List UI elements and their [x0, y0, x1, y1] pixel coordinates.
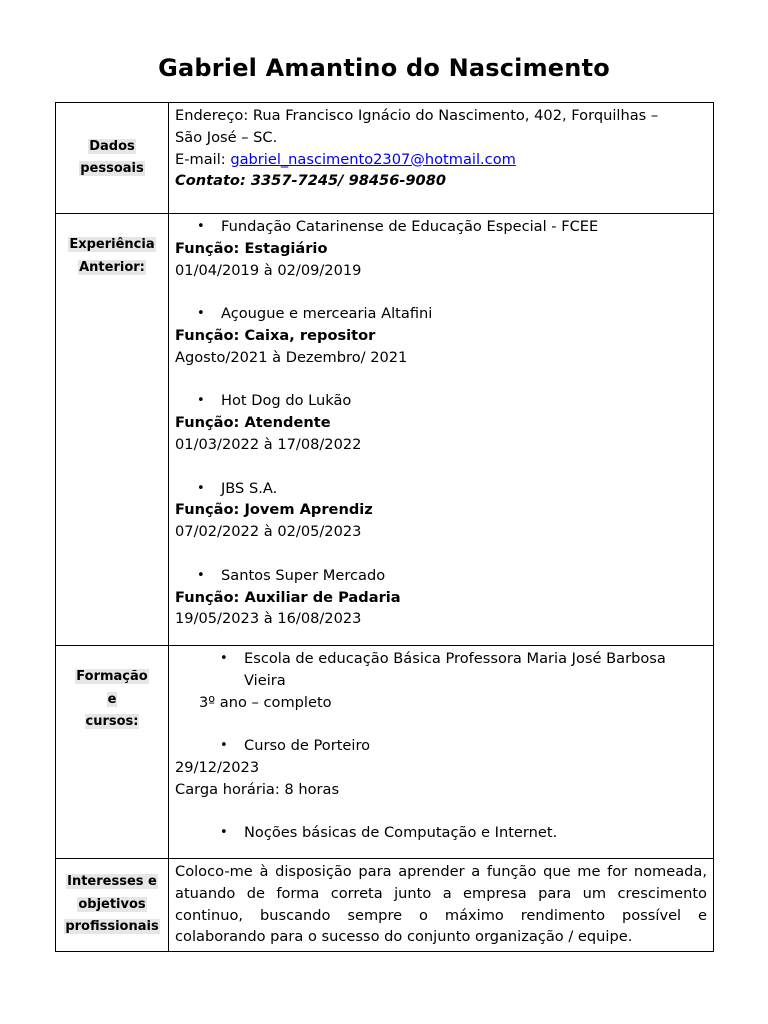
experience-row	[56, 214, 714, 646]
personal-content-cell	[169, 103, 714, 214]
section-label: e	[107, 691, 117, 707]
job-period: 01/04/2019 à 02/09/2019	[175, 261, 362, 279]
job-role: Função: Caixa, repositor	[175, 326, 376, 344]
section-label: Interesses e	[67, 874, 157, 890]
interests-row	[56, 859, 714, 952]
address-line: São José – SC.	[175, 128, 278, 146]
course-item: • Curso de Porteiro	[175, 735, 707, 757]
section-label: objetivos	[78, 896, 146, 912]
job-entry	[175, 216, 707, 281]
job-entry	[175, 303, 707, 368]
job-role: Função: Estagiário	[175, 239, 328, 257]
personal-row	[56, 103, 714, 214]
course-date: 29/12/2023	[175, 758, 260, 776]
contact-line: Contato: 3357-7245/ 98456-9080	[175, 172, 447, 190]
section-label: Anterior:	[79, 259, 145, 275]
job-company: • Açougue e mercearia Altafini	[175, 303, 707, 325]
job-period: Agosto/2021 à Dezembro/ 2021	[175, 348, 408, 366]
email-label: E-mail:	[175, 150, 231, 168]
section-label: Dados	[89, 138, 135, 154]
resume-table	[55, 102, 714, 952]
interests-content-cell	[169, 859, 714, 952]
objective-text: Coloco-me à disposição para aprender a função que me for nomeada, atuando de forma correta junto a empresa para um crescimento continuo, buscando sempre o máximo rendimento possível e colaborando para o sucesso do conjunto organização / equipe.	[175, 863, 707, 946]
job-period: 07/02/2022 à 02/05/2023	[175, 523, 362, 541]
school-status: 3º ano – completo	[199, 693, 332, 711]
section-label: cursos:	[85, 714, 139, 729]
email-line	[175, 149, 707, 171]
education-row	[56, 646, 714, 859]
section-label: profissionais	[65, 919, 159, 935]
job-role: Função: Jovem Aprendiz	[175, 501, 373, 519]
job-company: • Santos Super Mercado	[175, 565, 707, 587]
job-role: Função: Auxiliar de Padaria	[175, 588, 401, 606]
job-role: Função: Atendente	[175, 414, 331, 432]
experience-content-cell	[169, 214, 714, 646]
education-label-cell	[56, 646, 169, 859]
job-entry	[175, 478, 707, 543]
job-period: 19/05/2023 à 16/08/2023	[175, 610, 362, 628]
job-entry	[175, 390, 707, 455]
job-entry	[175, 565, 707, 630]
job-company: • Hot Dog do Lukão	[175, 390, 707, 412]
section-label: Experiência	[69, 237, 155, 252]
school-item: • Escola de educação Básica Professora Maria José Barbosa Vieira	[175, 648, 707, 692]
section-label: pessoais	[80, 161, 144, 176]
section-label: Formação	[76, 669, 148, 684]
skills-item: • Noções básicas de Computação e Internet.	[175, 822, 707, 844]
experience-label-cell	[56, 214, 169, 646]
address-line: Endereço: Rua Francisco Ignácio do Nascimento, 402, Forquilhas –	[175, 107, 659, 124]
job-period: 01/03/2022 à 17/08/2022	[175, 435, 362, 453]
page-title: Gabriel Amantino do Nascimento	[158, 54, 610, 82]
interests-label-cell	[56, 859, 169, 952]
job-company: • Fundação Catarinense de Educação Especial - FCEE	[175, 216, 707, 238]
personal-label-cell	[56, 103, 169, 214]
education-content-cell	[169, 646, 714, 859]
course-hours: Carga horária: 8 horas	[175, 780, 340, 798]
email-link[interactable]: gabriel_nascimento2307@hotmail.com	[230, 150, 516, 168]
job-company: • JBS S.A.	[175, 478, 707, 500]
